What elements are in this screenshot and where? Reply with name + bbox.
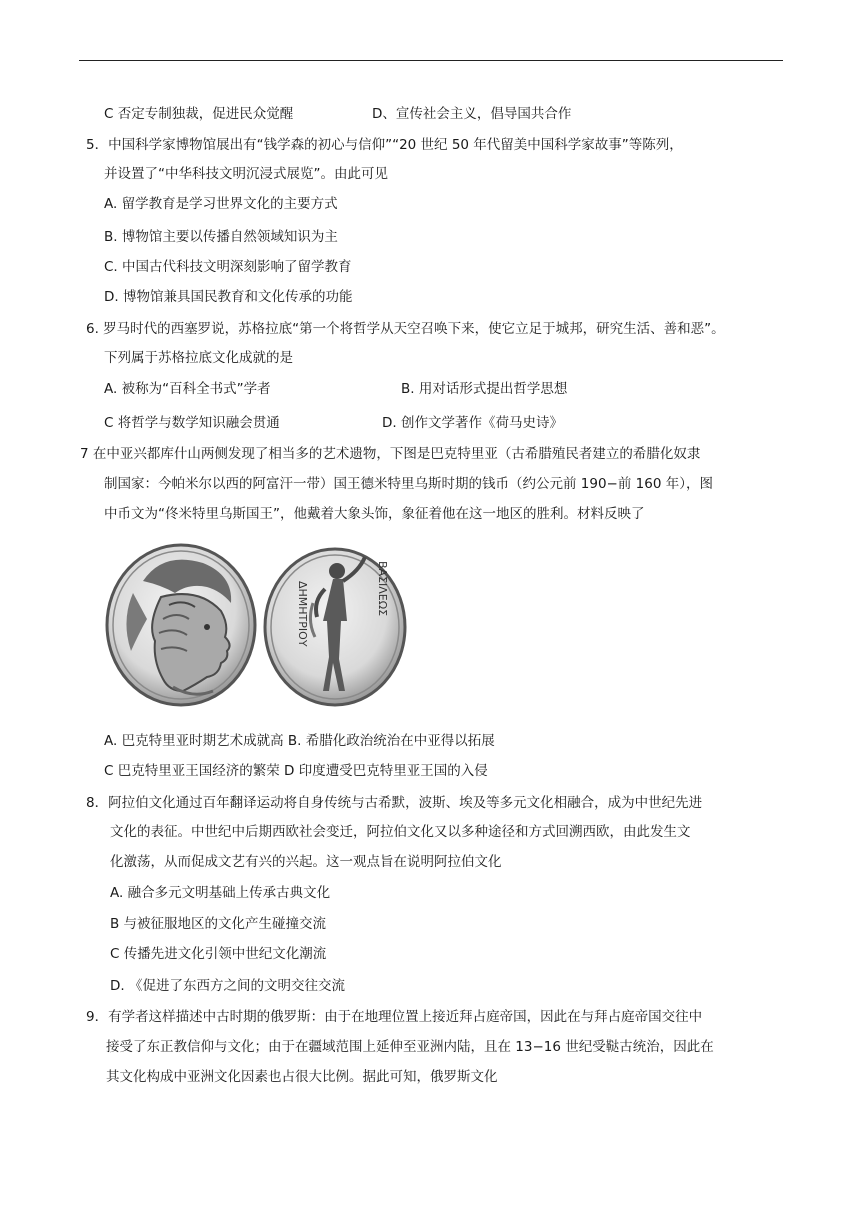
coin-image (103, 541, 413, 711)
q8-option-a: A. 融合多元文明基础上传承古典文化 (110, 885, 331, 901)
q6-stem-line1: 6. 罗马时代的西塞罗说，苏格拉底“第一个将哲学从天空召唤下来，使它立足于城邦，研究生活、善和恶”。 (86, 321, 725, 337)
q4-option-d: D、宣传社会主义，倡导国共合作 (372, 106, 572, 122)
q6-option-b: B. 用对话形式提出哲学思想 (401, 381, 568, 397)
coin-reverse (265, 549, 405, 705)
q5-stem-line2: 并设置了“中华科技文明沉浸式展览”。由此可见 (104, 166, 388, 182)
q5-option-b: B. 博物馆主要以传播自然领域知识为主 (104, 229, 338, 245)
coin-obverse (107, 545, 255, 705)
q5-stem-line1: 5．中国科学家博物馆展出有“钱学森的初心与信仰”“20 世纪 50 年代留美中国科学家故事”等陈列， (86, 137, 683, 153)
q5-option-a: A. 留学教育是学习世界文化的主要方式 (104, 196, 338, 212)
q6-option-a: A. 被称为“百科全书式”学者 (104, 381, 271, 397)
q8-option-d: D. 《促进了东西方之间的文明交往交流 (110, 978, 345, 994)
q8-stem-line1: 8．阿拉伯文化通过百年翻译运动将自身传统与古希默，波斯、埃及等多元文化相融合，成为中世纪先进 (86, 795, 703, 811)
q9-stem-line1: 9．有学者这样描述中古时期的俄罗斯：由于在地理位置上接近拜占庭帝国，因此在与拜占庭帝国交往中 (86, 1009, 703, 1025)
q9-stem-line2: 接受了东正教信仰与文化；由于在疆域范围上延伸至亚洲内陆，且在 13−16 世纪受鞑古统治，因此在 (106, 1039, 714, 1055)
q7-stem-line3: 中币文为“佟米特里乌斯国王”，他戴着大象头饰，象征着他在这一地区的胜利。材料反映了 (104, 506, 645, 522)
header-rule (79, 60, 783, 61)
q9-stem-line3: 其文化构成中亚洲文化因素也占很大比例。据此可知，俄罗斯文化 (106, 1069, 498, 1085)
q8-stem-line3: 化激荡，从而促成文艺有兴的兴起。这一观点旨在说明阿拉伯文化 (110, 854, 502, 870)
q7-options-ab: A. 巴克特里亚时期艺术成就高 B. 希腊化政治统治在中亚得以拓展 (104, 733, 495, 749)
q8-option-c: C 传播先进文化引领中世纪文化潮流 (110, 946, 327, 962)
q5-option-c: C. 中国古代科技文明深刻影响了留学教育 (104, 259, 352, 275)
q8-stem-line2: 文化的表征。中世纪中后期西欧社会变迁，阿拉伯文化又以多种途径和方式回溯西欧，由此发生文 (110, 824, 691, 840)
q7-options-cd: C 巴克特里亚王国经济的繁荣 D 印度遭受巴克特里亚王国的入侵 (104, 763, 488, 779)
coin-inscription-left: ΔΗΜΗΤΡΙΟΥ (296, 581, 309, 647)
q6-option-d: D. 创作文学著作《荷马史诗》 (382, 415, 563, 431)
q5-option-d: D. 博物馆兼具国民教育和文化传承的功能 (104, 289, 353, 305)
q6-stem-line2: 下列属于苏格拉底文化成就的是 (104, 350, 293, 366)
q7-stem-line2: 制国家：今帕米尔以西的阿富汗一带）国王德米特里乌斯时期的钱币（约公元前 190−前 160 年），图 (104, 476, 713, 492)
q4-option-c: C 否定专制独裁，促进民众觉醒 (104, 106, 294, 122)
q8-option-b: B 与被征服地区的文化产生碰撞交流 (110, 916, 327, 932)
coin-inscription-right: ΒΑΣΙΛΕΩΣ (376, 561, 389, 617)
q6-option-c: C 将哲学与数学知识融会贯通 (104, 415, 280, 431)
q7-stem-line1: 7 在中亚兴都库什山两侧发现了相当多的艺术遗物，下图是巴克特里亚（古希腊殖民者建立的希腊化奴隶 (80, 446, 701, 462)
